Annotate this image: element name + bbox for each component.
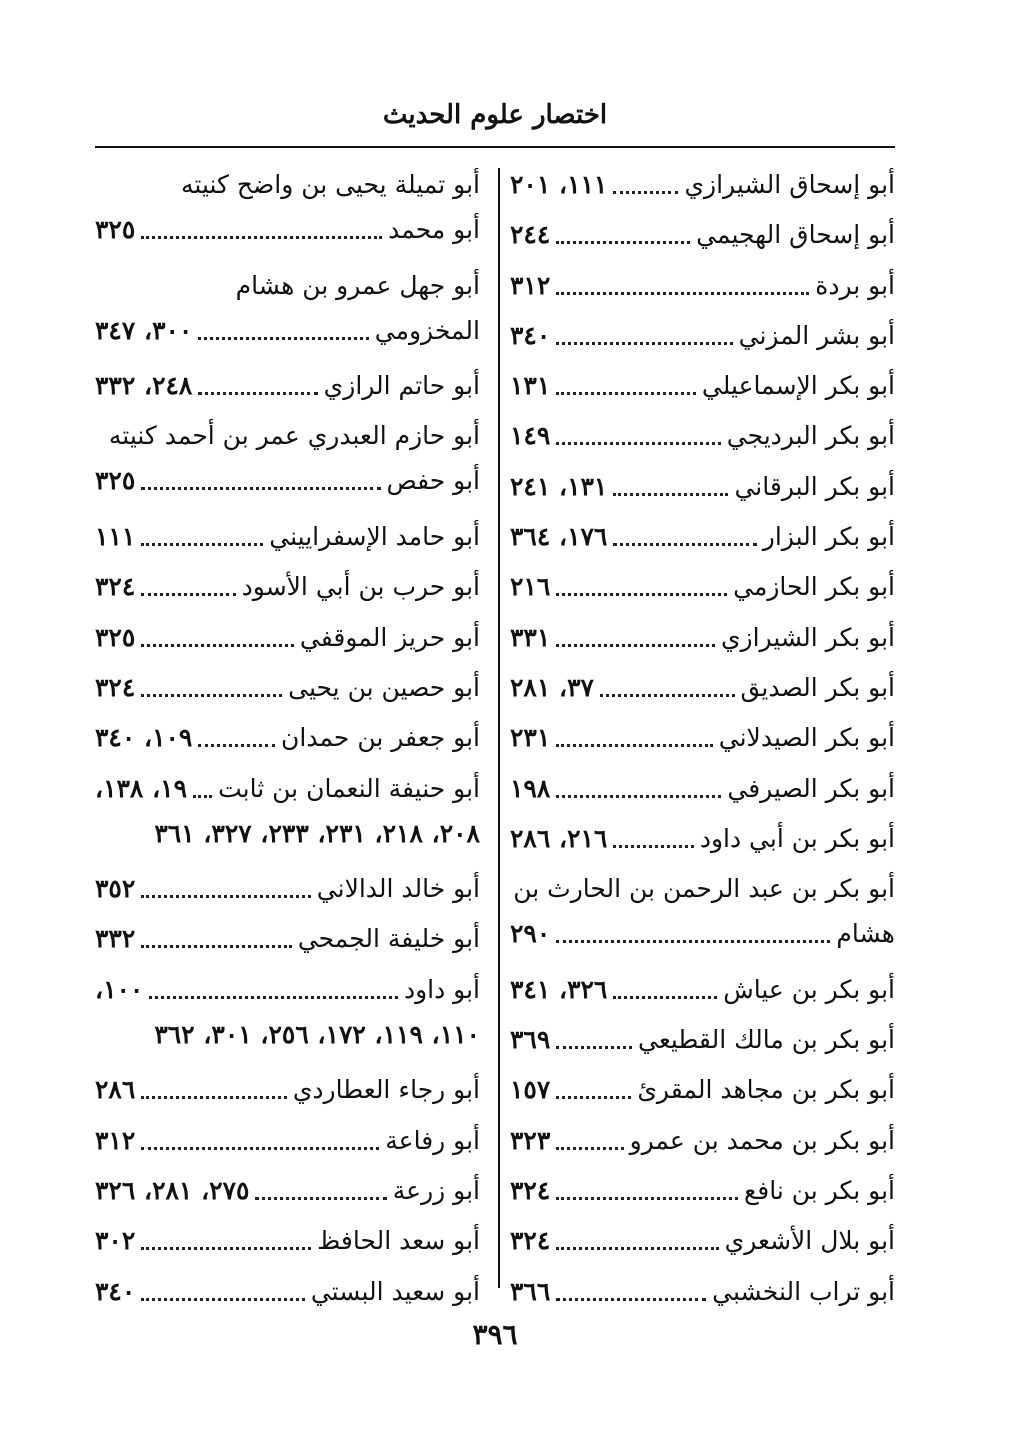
- entry-pages: ٣٢٥: [95, 215, 136, 244]
- dot-leader: [556, 442, 720, 445]
- entry-line: [510, 715, 895, 760]
- entry-pages: ٣٦٩: [510, 1025, 551, 1055]
- entry-line: [510, 911, 895, 956]
- index-entry: [95, 514, 480, 564]
- dot-leader: [556, 795, 721, 798]
- entry-line: [95, 308, 480, 353]
- entry-name: أبو جعفر بن حمدان: [281, 723, 480, 753]
- dot-leader: [141, 593, 235, 596]
- entry-name-continued: أبو محمد: [388, 215, 480, 244]
- dot-leader: [141, 694, 282, 697]
- index-entry: [510, 263, 895, 313]
- entry-line: [95, 916, 480, 961]
- entry-pages: ٣٤٠: [510, 320, 551, 350]
- entry-name: أبو سعيد البستي: [310, 1276, 480, 1306]
- index-entry: [510, 665, 895, 715]
- index-entry: [95, 916, 480, 966]
- dot-leader: [193, 795, 212, 798]
- entry-line: [510, 1269, 895, 1314]
- entry-line: [95, 162, 480, 207]
- index-entry: [95, 1168, 480, 1218]
- entry-line: [510, 413, 895, 458]
- entry-line: [510, 1218, 895, 1263]
- entry-name: أبو بكر الصديق: [740, 672, 895, 702]
- entry-pages: ٣٢٤: [95, 572, 136, 602]
- entry-line: [510, 263, 895, 308]
- entry-pages: ٣٢٦، ٣٤١: [510, 974, 608, 1004]
- entry-line: [510, 665, 895, 710]
- entry-name-continued: أبو حفص: [386, 466, 480, 496]
- index-entry: [95, 766, 480, 867]
- dot-leader: [556, 1046, 632, 1049]
- entry-line: [510, 1067, 895, 1112]
- entry-name: أبو بلال الأشعري: [724, 1226, 895, 1256]
- index-entry: [95, 363, 480, 413]
- entry-name: أبو رجاء العطاردي: [292, 1075, 480, 1105]
- entry-name: أبو زرعة: [392, 1175, 480, 1205]
- entry-name: أبو حاتم الرازي: [323, 371, 480, 401]
- entry-pages: ٣٧، ٢٨١: [510, 672, 594, 702]
- entry-pages: ٢١٦، ٢٨٦: [510, 823, 608, 853]
- entry-pages: ١٣١: [510, 371, 551, 401]
- entry-pages: ٣١٢: [510, 270, 551, 300]
- entry-pages: ٣١٢: [95, 1125, 136, 1155]
- index-entry: [510, 564, 895, 614]
- index-entry: [95, 967, 480, 1068]
- dot-leader: [556, 744, 712, 747]
- entry-line: [95, 715, 480, 760]
- dot-leader: [556, 1247, 718, 1250]
- index-entry: [95, 665, 480, 715]
- header-rule: [95, 146, 895, 148]
- entry-name: أبو بردة: [815, 270, 895, 300]
- entry-name: أبو بكر بن أبي داود: [699, 823, 895, 853]
- entry-pages: ٣٢٤: [510, 1175, 551, 1205]
- entry-name: أبو سعد الحافظ: [317, 1226, 480, 1256]
- index-entry: [510, 816, 895, 866]
- entry-line: [510, 766, 895, 811]
- entry-line: [95, 665, 480, 710]
- dot-leader: [149, 996, 398, 999]
- index-entry: [95, 1218, 480, 1268]
- dot-leader: [141, 945, 292, 948]
- entry-name: أبو حامد الإسفراييني: [269, 522, 480, 552]
- index-entry: [510, 967, 895, 1017]
- entry-line: [510, 1168, 895, 1213]
- index-entry: [510, 514, 895, 564]
- entry-name: أبو جهل عمرو بن هشام: [235, 270, 480, 300]
- entry-line: [510, 816, 895, 861]
- dot-leader: [198, 337, 368, 340]
- entry-name: أبو بشر المزني: [738, 320, 895, 350]
- index-entry: [95, 866, 480, 916]
- entry-line: [510, 1017, 895, 1062]
- index-entry: [95, 162, 480, 263]
- index-entry: [95, 413, 480, 514]
- entry-line: [95, 514, 480, 559]
- index-column-right: [510, 162, 895, 1319]
- dot-leader: [613, 493, 728, 496]
- entry-line: [510, 967, 895, 1012]
- entry-name: أبو حنيفة النعمان بن ثابت: [218, 773, 480, 803]
- entry-name: أبو إسحاق الهجيمي: [696, 220, 895, 250]
- index-entry: [510, 1269, 895, 1319]
- entry-name: أبو إسحاق الشيرازي: [684, 170, 895, 199]
- entry-name: أبو حريز الموقفي: [299, 622, 480, 652]
- index-entry: [510, 464, 895, 514]
- entry-name: أبو بكر الصيدلاني: [718, 723, 895, 753]
- dot-leader: [141, 1298, 305, 1301]
- entry-name: أبو بكر الإسماعيلي: [701, 371, 895, 401]
- entry-pages: ٣٠٢: [95, 1226, 136, 1256]
- dot-leader: [613, 996, 717, 999]
- index-entry: [510, 313, 895, 363]
- dot-leader: [141, 1147, 379, 1150]
- entry-pages: ١٣١، ٢٤١: [510, 471, 608, 501]
- index-entry: [510, 1118, 895, 1168]
- entry-line: [95, 1012, 480, 1057]
- index-entry: [510, 162, 895, 212]
- dot-leader: [141, 1096, 287, 1099]
- entry-name: أبو حرب بن أبي الأسود: [241, 572, 480, 602]
- entry-name: أبو بكر بن نافع: [743, 1175, 895, 1205]
- entry-pages: ١٩٨: [510, 773, 551, 803]
- dot-leader: [556, 644, 715, 647]
- entry-name: أبو داود: [403, 974, 480, 1004]
- dot-leader: [556, 940, 830, 943]
- dot-leader: [613, 845, 693, 848]
- entry-line: [95, 413, 480, 458]
- dot-leader: [613, 191, 678, 194]
- dot-leader: [141, 644, 294, 647]
- entry-name: أبو بكر البرقاني: [734, 471, 895, 501]
- entry-pages: ٢٩٠: [510, 919, 551, 949]
- entry-name: أبو بكر البرديجي: [726, 421, 895, 451]
- dot-leader: [198, 392, 317, 395]
- entry-pages: ١١١، ٢٠١: [510, 170, 608, 199]
- entry-pages: ٣٢٥: [95, 466, 136, 496]
- entry-name: أبو بكر الصيرفي: [727, 773, 895, 803]
- index-entry: [95, 615, 480, 665]
- entry-line: [95, 1168, 480, 1213]
- dot-leader: [141, 236, 382, 239]
- entry-name: أبو بكر الحازمي: [733, 572, 895, 602]
- entry-pages: ٣٥٢: [95, 874, 136, 904]
- entry-name: أبو رفاعة: [385, 1125, 480, 1155]
- entry-name: أبو خالد الدالاني: [316, 874, 480, 904]
- entry-pages: ١٩، ١٣٨،: [95, 773, 188, 803]
- entry-pages: ١٠٩، ٣٤٠: [95, 723, 193, 753]
- entry-name: أبو حصين بن يحيى: [288, 672, 480, 702]
- entry-pages-continued: ٢٠٨، ٢١٨، ٢٣١، ٢٣٣، ٣٢٧، ٣٦١: [154, 818, 480, 848]
- index-entry: [510, 413, 895, 463]
- column-divider: [498, 168, 500, 1288]
- index-entry: [95, 1118, 480, 1168]
- dot-leader: [255, 1197, 386, 1200]
- entry-line: [95, 1218, 480, 1263]
- entry-name: أبو بكر بن محمد بن عمرو: [629, 1125, 895, 1155]
- entry-line: [95, 866, 480, 911]
- index-entry: [510, 212, 895, 262]
- entry-name: أبو بكر بن مالك القطيعي: [637, 1025, 895, 1055]
- dot-leader: [198, 744, 275, 747]
- entry-line: [510, 162, 895, 207]
- entry-name: أبو بكر بن مجاهد المقرئ: [637, 1075, 895, 1105]
- entry-line: [510, 212, 895, 257]
- dot-leader: [556, 593, 727, 596]
- dot-leader: [556, 1197, 738, 1200]
- entry-pages: ٣٤٠: [95, 1276, 136, 1306]
- entry-name: أبو تراب النخشبي: [712, 1276, 895, 1306]
- entry-pages: ٣٢٤: [95, 672, 136, 702]
- entry-name: أبو تميلة يحيى بن واضح كنيته: [181, 170, 480, 199]
- entry-line: [95, 811, 480, 856]
- index-entry: [95, 263, 480, 364]
- dot-leader: [600, 694, 735, 697]
- entry-pages: ١٧٦، ٣٦٤: [510, 522, 608, 552]
- index-entry: [510, 1017, 895, 1067]
- entry-line: [95, 458, 480, 503]
- entry-line: [510, 464, 895, 509]
- index-entry: [510, 766, 895, 816]
- entry-pages: ١٥٧: [510, 1075, 551, 1105]
- dot-leader: [556, 392, 696, 395]
- entry-line: [510, 363, 895, 408]
- entry-pages: ٣٠٠، ٣٤٧: [95, 315, 193, 345]
- page-number: ٣٩٦: [472, 1318, 518, 1351]
- entry-pages: ١٠٠،: [95, 974, 144, 1004]
- entry-pages: ٢٤٤: [510, 220, 551, 250]
- entry-pages: ٣٦٦: [510, 1276, 551, 1306]
- entry-line: [95, 1118, 480, 1163]
- running-header: اختصار علوم الحديث: [382, 100, 608, 130]
- index-entry: [510, 1218, 895, 1268]
- entry-pages: ٣٣١: [510, 622, 551, 652]
- entry-line: [95, 766, 480, 811]
- index-entry: [95, 715, 480, 765]
- index-entry: [510, 866, 895, 967]
- dot-leader: [141, 895, 310, 898]
- dot-leader: [613, 543, 756, 546]
- entry-name-continued: هشام: [836, 919, 895, 949]
- entry-line: [95, 263, 480, 308]
- index-entry: [95, 1067, 480, 1117]
- index-entry: [510, 1168, 895, 1218]
- entry-pages: ٣٢٥: [95, 622, 136, 652]
- entry-pages: ٢٨٦: [95, 1075, 136, 1105]
- entry-pages: ١٤٩: [510, 421, 551, 451]
- dot-leader: [141, 487, 380, 490]
- entry-line: [510, 514, 895, 559]
- entry-line: [510, 564, 895, 609]
- entry-name: أبو بكر البزار: [762, 522, 895, 552]
- entry-pages: ٢٣١: [510, 723, 551, 753]
- entry-pages: ٣٢٤: [510, 1226, 551, 1256]
- dot-leader: [556, 342, 732, 345]
- entry-pages: ٣٢٣: [510, 1125, 551, 1155]
- index-entry: [510, 715, 895, 765]
- index-entry: [510, 615, 895, 665]
- entry-pages-continued: ١١٠، ١١٩، ١٧٢، ٢٥٦، ٣٠١، ٣٦٢: [154, 1019, 480, 1049]
- entry-line: [510, 615, 895, 660]
- entry-name: أبو بكر بن عبد الرحمن بن الحارث بن: [513, 874, 895, 904]
- dot-leader: [141, 543, 263, 546]
- index-entry: [510, 363, 895, 413]
- entry-line: [510, 1118, 895, 1163]
- entry-line: [95, 564, 480, 609]
- entry-pages: ٣٣٢: [95, 924, 136, 954]
- index-entry: [510, 1067, 895, 1117]
- dot-leader: [141, 1247, 311, 1250]
- entry-pages: ٢٤٨، ٣٣٢: [95, 371, 193, 401]
- entry-line: [95, 1269, 480, 1314]
- entry-name: أبو بكر الشيرازي: [720, 622, 895, 652]
- dot-leader: [556, 1298, 706, 1301]
- entry-line: [95, 363, 480, 408]
- dot-leader: [556, 1096, 631, 1099]
- dot-leader: [556, 292, 809, 295]
- entry-name: أبو خليفة الجمحي: [297, 924, 480, 954]
- dot-leader: [556, 241, 690, 244]
- index-entry: [95, 1269, 480, 1319]
- entry-name-continued: المخزومي: [374, 315, 480, 345]
- entry-line: [510, 866, 895, 911]
- entry-name: أبو بكر بن عياش: [723, 974, 895, 1004]
- entry-pages: ٢٧٥، ٢٨١، ٣٢٦: [95, 1175, 250, 1205]
- entry-line: [510, 313, 895, 358]
- index-entry: [95, 564, 480, 614]
- index-column-left: [95, 162, 480, 1319]
- entry-line: [95, 207, 480, 252]
- entry-line: [95, 967, 480, 1012]
- entry-pages: ٢١٦: [510, 572, 551, 602]
- entry-name: أبو حازم العبدري عمر بن أحمد كنيته: [108, 421, 480, 451]
- entry-pages: ١١١: [95, 522, 136, 552]
- entry-line: [95, 1067, 480, 1112]
- dot-leader: [556, 1147, 623, 1150]
- entry-line: [95, 615, 480, 660]
